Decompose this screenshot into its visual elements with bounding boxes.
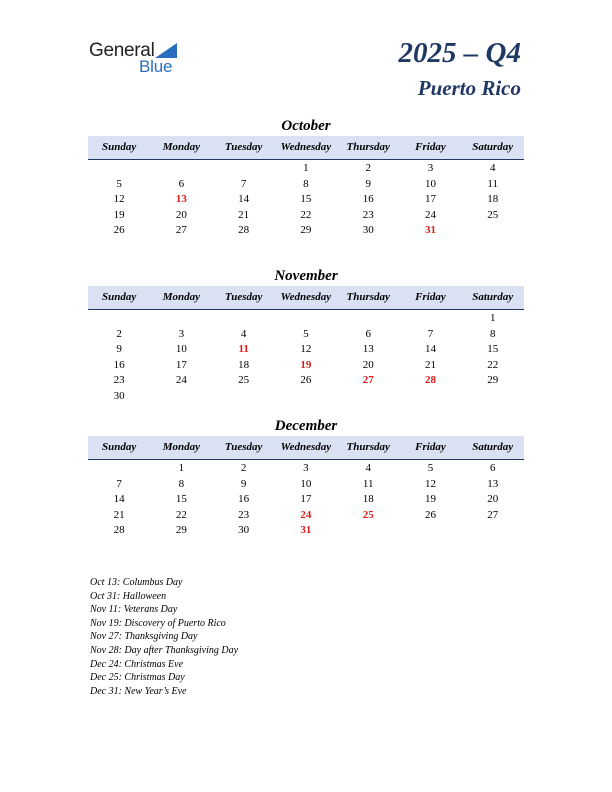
- weekday-header: Monday: [162, 291, 201, 303]
- day-cell: 30: [238, 524, 250, 536]
- weekday-header-row: [88, 136, 524, 160]
- weekday-header: Friday: [415, 441, 446, 453]
- day-cell: 7: [240, 177, 247, 190]
- month-december: [88, 416, 524, 539]
- day-cell: 30: [362, 224, 374, 236]
- weekday-header: Friday: [415, 291, 446, 303]
- week-row: [88, 389, 524, 405]
- day-cell: 30: [113, 389, 125, 402]
- month-name: November: [274, 268, 338, 284]
- day-cell: 2: [116, 327, 122, 340]
- day-cell: 6: [489, 462, 496, 474]
- day-cell: 16: [238, 493, 250, 505]
- day-cell: 7: [116, 477, 122, 490]
- day-cell: 21: [238, 208, 250, 221]
- holiday-note: Dec 31: New Year’s Eve: [90, 685, 187, 697]
- week-row: [88, 508, 524, 524]
- weekday-header: Sunday: [102, 441, 137, 453]
- day-cell: 5: [427, 462, 434, 474]
- empty-day-cell: [213, 389, 275, 405]
- day-cell: 28: [113, 524, 125, 536]
- day-cell: 9: [365, 177, 371, 190]
- empty-day-cell: [462, 523, 524, 539]
- weekday-header: Monday: [162, 141, 201, 153]
- day-cell: 3: [427, 162, 434, 174]
- day-cell: 4: [365, 462, 371, 474]
- week-row: [88, 177, 524, 193]
- day-cell: 3: [303, 462, 309, 474]
- day-cell: 10: [300, 477, 312, 490]
- empty-day-cell: [337, 311, 399, 327]
- weekday-header: Wednesday: [280, 441, 332, 453]
- day-cell: 25: [238, 374, 250, 386]
- empty-day-cell: [399, 311, 461, 327]
- day-cell: 8: [178, 477, 185, 490]
- day-cell: 5: [116, 177, 122, 190]
- holiday-note: Dec 25: Christmas Day: [90, 672, 185, 684]
- day-cell: 8: [489, 327, 496, 340]
- day-cell: 19: [300, 358, 312, 371]
- week-row: [88, 161, 524, 177]
- day-cell: 18: [487, 193, 499, 205]
- weekday-header: Saturday: [472, 441, 514, 453]
- holiday-note: Dec 24: Christmas Eve: [90, 658, 184, 670]
- day-cell: 1: [178, 462, 185, 474]
- day-cell: 31: [300, 524, 312, 536]
- day-cell: 3: [178, 327, 185, 340]
- weekday-header-row: [88, 436, 524, 460]
- day-cell: 6: [178, 177, 185, 190]
- weekday-header: Sunday: [102, 141, 137, 153]
- holiday-note: Oct 13: Columbus Day: [90, 577, 183, 588]
- day-cell: 21: [113, 508, 125, 521]
- day-cell: 27: [362, 374, 374, 386]
- day-cell: 20: [362, 358, 374, 371]
- holiday-note: Nov 11: Veterans Day: [90, 604, 178, 616]
- empty-day-cell: [150, 389, 212, 405]
- day-cell: 18: [362, 493, 374, 505]
- weekday-header: Monday: [162, 441, 201, 453]
- day-cell: 24: [175, 374, 187, 386]
- day-cell: 17: [424, 193, 436, 205]
- weekday-header: Sunday: [102, 291, 137, 303]
- day-cell: 23: [113, 374, 125, 386]
- day-cell: 12: [424, 477, 436, 490]
- day-cell: 12: [300, 343, 312, 355]
- weekday-header: Tuesday: [224, 441, 263, 453]
- day-cell: 22: [487, 358, 499, 371]
- day-cell: 26: [300, 374, 312, 386]
- day-cell: 1: [303, 162, 309, 174]
- empty-day-cell: [150, 161, 212, 177]
- day-cell: 22: [175, 508, 187, 521]
- day-cell: 19: [424, 493, 436, 505]
- empty-day-cell: [275, 311, 337, 327]
- weekday-header: Tuesday: [224, 141, 263, 153]
- holiday-note: Nov 27: Thanksgiving Day: [90, 631, 198, 643]
- day-cell: 15: [175, 493, 187, 505]
- day-cell: 20: [175, 208, 187, 221]
- day-cell: 4: [489, 162, 496, 174]
- day-cell: 17: [175, 358, 187, 371]
- logo-triangle-icon: [155, 43, 177, 58]
- day-cell: 31: [424, 224, 436, 236]
- empty-day-cell: [88, 161, 150, 177]
- week-row: [88, 492, 524, 508]
- empty-day-cell: [399, 389, 461, 405]
- empty-day-cell: [213, 161, 275, 177]
- holiday-note: Oct 31: Halloween: [90, 590, 167, 602]
- day-cell: 16: [362, 193, 374, 205]
- empty-day-cell: [337, 523, 399, 539]
- week-row: [88, 223, 524, 239]
- day-cell: 22: [300, 208, 312, 221]
- day-cell: 11: [238, 343, 249, 355]
- day-cell: 24: [424, 208, 436, 221]
- month-november: [88, 266, 524, 404]
- day-cell: 15: [300, 193, 312, 205]
- week-row: [88, 327, 524, 343]
- day-cell: 29: [300, 224, 312, 236]
- day-cell: 25: [362, 508, 374, 521]
- day-cell: 14: [238, 193, 250, 205]
- empty-day-cell: [275, 389, 337, 405]
- day-cell: 19: [113, 208, 125, 221]
- day-cell: 20: [487, 493, 499, 505]
- day-cell: 13: [175, 193, 187, 205]
- day-cell: 5: [303, 327, 309, 340]
- day-cell: 29: [487, 374, 499, 386]
- empty-day-cell: [150, 311, 212, 327]
- day-cell: 9: [240, 477, 247, 490]
- day-cell: 9: [116, 343, 122, 355]
- day-cell: 17: [300, 493, 312, 505]
- logo-text-general: General: [89, 40, 155, 61]
- weekday-header: Saturday: [472, 291, 514, 303]
- week-row: [88, 523, 524, 539]
- day-cell: 2: [240, 462, 247, 474]
- weekday-header: Thursday: [346, 291, 390, 303]
- month-name: December: [274, 418, 338, 434]
- weekday-header-row: [88, 286, 524, 310]
- day-cell: 15: [487, 343, 499, 355]
- weekday-header: Thursday: [346, 141, 390, 153]
- week-row: [88, 461, 524, 477]
- day-cell: 7: [427, 327, 434, 340]
- weekday-header: Thursday: [346, 441, 390, 453]
- day-cell: 27: [487, 508, 499, 521]
- logo-text-blue: Blue: [139, 57, 173, 76]
- weekday-header: Wednesday: [280, 141, 332, 153]
- weekday-header: Friday: [415, 141, 446, 153]
- week-row: [88, 342, 524, 358]
- weekday-header: Tuesday: [224, 291, 263, 303]
- generalblue-logo: [89, 40, 189, 76]
- day-cell: 1: [489, 312, 496, 324]
- day-cell: 27: [175, 224, 187, 236]
- month-name: October: [281, 118, 331, 134]
- day-cell: 13: [362, 343, 374, 355]
- day-cell: 13: [487, 477, 499, 490]
- day-cell: 14: [113, 493, 125, 505]
- empty-day-cell: [399, 523, 461, 539]
- weekday-header: Wednesday: [280, 291, 332, 303]
- page-subtitle: Puerto Rico: [417, 76, 521, 100]
- page-title: 2025 – Q4: [398, 37, 521, 69]
- day-cell: 12: [113, 193, 125, 205]
- day-cell: 28: [424, 374, 436, 386]
- week-row: [88, 192, 524, 208]
- week-row: [88, 373, 524, 389]
- day-cell: 26: [424, 508, 436, 521]
- empty-day-cell: [462, 389, 524, 405]
- day-cell: 28: [238, 224, 250, 236]
- day-cell: 8: [303, 177, 309, 190]
- month-october: [88, 116, 524, 239]
- day-cell: 23: [362, 208, 374, 221]
- day-cell: 14: [424, 343, 436, 355]
- empty-day-cell: [88, 461, 150, 477]
- day-cell: 25: [487, 208, 499, 221]
- day-cell: 6: [365, 327, 371, 340]
- empty-day-cell: [337, 389, 399, 405]
- empty-day-cell: [462, 223, 524, 239]
- day-cell: 21: [424, 358, 436, 371]
- day-cell: 11: [487, 177, 499, 190]
- day-cell: 4: [240, 327, 247, 340]
- day-cell: 26: [113, 224, 125, 236]
- day-cell: 18: [238, 358, 250, 371]
- week-row: [88, 311, 524, 327]
- day-cell: 10: [424, 177, 436, 190]
- weekday-header: Saturday: [472, 141, 514, 153]
- day-cell: 29: [175, 524, 187, 536]
- empty-day-cell: [88, 311, 150, 327]
- week-row: [88, 208, 524, 224]
- holiday-note: Nov 28: Day after Thanksgiving Day: [90, 644, 239, 656]
- week-row: [88, 477, 524, 493]
- holiday-note: Nov 19: Discovery of Puerto Rico: [90, 617, 226, 629]
- week-row: [88, 358, 524, 374]
- empty-day-cell: [213, 311, 275, 327]
- holiday-list: [90, 576, 238, 698]
- day-cell: 10: [175, 343, 187, 355]
- day-cell: 11: [362, 477, 374, 490]
- day-cell: 16: [113, 358, 125, 371]
- day-cell: 23: [238, 508, 250, 521]
- day-cell: 24: [300, 508, 312, 521]
- day-cell: 2: [365, 162, 371, 174]
